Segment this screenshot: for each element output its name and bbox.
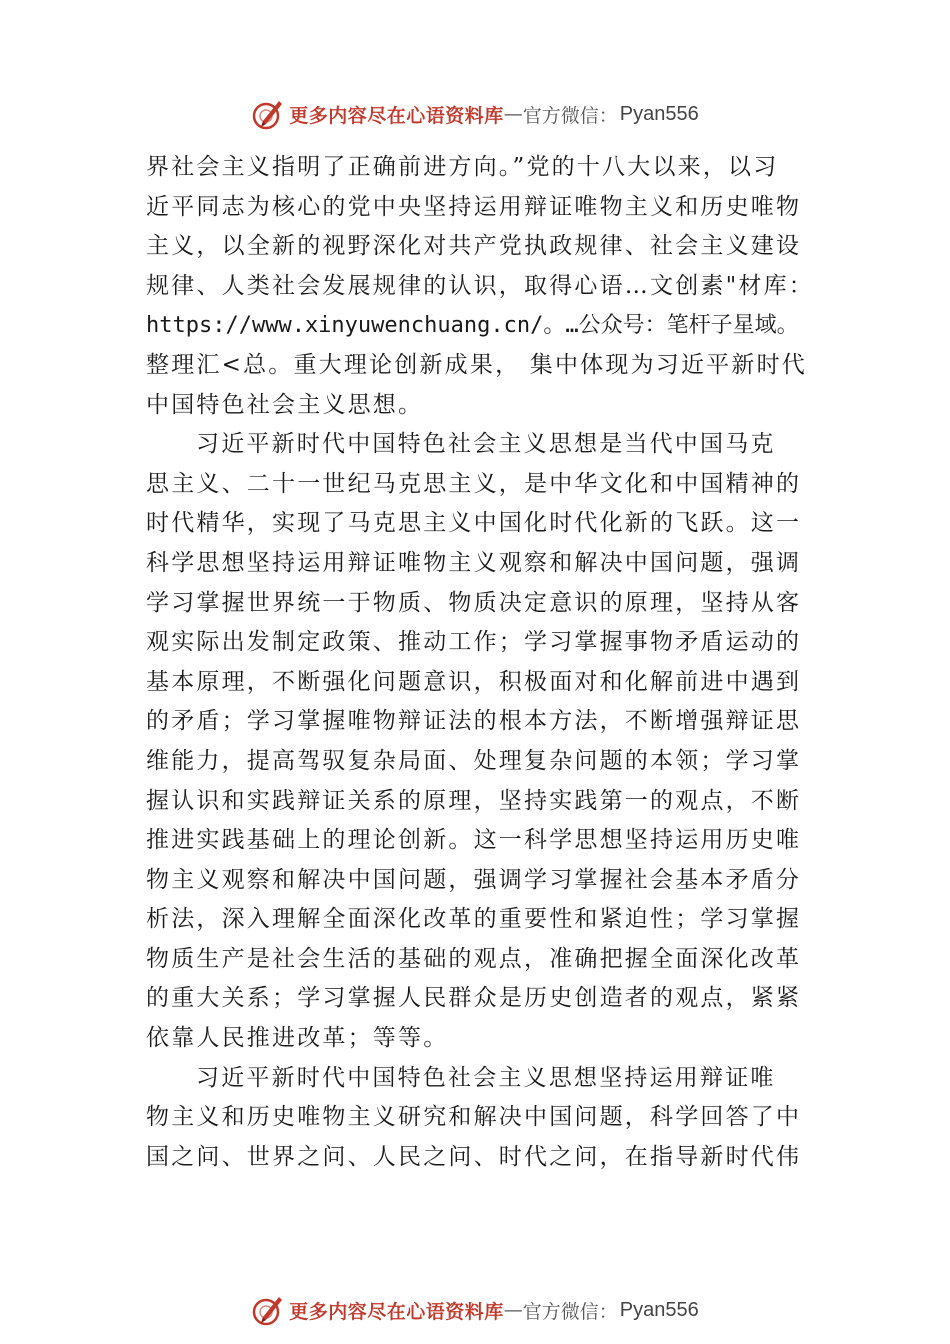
body-line: 推进实践基础上的理论创新。这一科学思想坚持运用历史唯	[146, 827, 802, 854]
body-line: 时代精华，实现了马克思主义中国化时代化新的飞跃。这一	[146, 510, 802, 537]
header-site-name: 更多内容尽在心语资料库	[289, 104, 504, 127]
footer-dash: —	[503, 1299, 523, 1321]
footer-wechat-id: Pyan556	[619, 1298, 699, 1321]
body-line: 依靠人民推进改革；等等。	[146, 1025, 449, 1052]
body-line: 科学思想坚持运用辩证唯物主义观察和解决中国问题，强调	[146, 549, 802, 576]
header-dash: —	[503, 103, 523, 125]
body-line: 国之问、世界之问、人民之问、时代之问，在指导新时代伟	[146, 1143, 802, 1170]
header-wechat-label: 官方微信：	[522, 104, 618, 127]
document-body	[146, 148, 816, 1177]
header-wechat-id: Pyan556	[619, 102, 699, 125]
header-banner	[0, 94, 950, 134]
body-line: 整理汇<总。重大理论创新成果， 集中体现为习近平新时代	[146, 351, 807, 378]
footer-site-name: 更多内容尽在心语资料库	[289, 1300, 504, 1323]
body-line: 的矛盾；学习掌握唯物辩证法的根本方法，不断增强辩证思	[146, 708, 802, 735]
body-line: 中国特色社会主义思想。	[146, 391, 424, 418]
body-line: 握认识和实践辩证关系的原理，坚持实践第一的观点，不断	[146, 787, 802, 814]
body-line: 析法，深入理解全面深化改革的重要性和紧迫性；学习掌握	[146, 906, 802, 933]
body-line: 物主义观察和解决中国问题，强调学习掌握社会基本矛盾分	[146, 866, 802, 893]
body-line: 学习掌握世界统一于物质、物质决定意识的原理，坚持从客	[146, 589, 802, 616]
body-line: 思主义、二十一世纪马克思主义，是中华文化和中国精神的	[146, 470, 802, 497]
quill-pen-logo-icon	[251, 97, 285, 131]
body-line: 主义，以全新的视野深化对共产党执政规律、社会主义建设	[146, 233, 802, 260]
footer-banner	[0, 1290, 950, 1330]
paragraph-start-line: 习近平新时代中国特色社会主义思想是当代中国马克	[196, 431, 776, 458]
body-line: 观实际出发制定政策、推动工作；学习掌握事物矛盾运动的	[146, 629, 802, 656]
footer-wechat-label: 官方微信：	[522, 1300, 618, 1323]
body-line: 界社会主义指明了正确前进方向。”党的十八大以来，以习	[146, 154, 779, 180]
quill-pen-logo-icon	[251, 1293, 285, 1327]
body-line: 的重大关系；学习掌握人民群众是历史创造者的观点，紧紧	[146, 985, 802, 1012]
body-line: 规律、人类社会发展规律的认识，取得心语…文创素"材库：	[146, 272, 814, 299]
body-line: 物质生产是社会生活的基础的观点，准确把握全面深化改革	[146, 945, 802, 972]
body-line: 近平同志为核心的党中央坚持运用辩证唯物主义和历史唯物	[146, 193, 802, 220]
paragraph-start-line: 习近平新时代中国特色社会主义思想坚持运用辩证唯	[196, 1064, 776, 1091]
body-line: 维能力，提高驾驭复杂局面、处理复杂问题的本领；学习掌	[146, 747, 802, 774]
body-line: 物主义和历史唯物主义研究和解决中国问题，科学回答了中	[146, 1104, 802, 1131]
body-line-url: https://www.xinyuwenchuang.cn/。…公众号：笔杆子星域。	[146, 313, 799, 339]
body-line: 基本原理，不断强化问题意识，积极面对和化解前进中遇到	[146, 668, 802, 695]
